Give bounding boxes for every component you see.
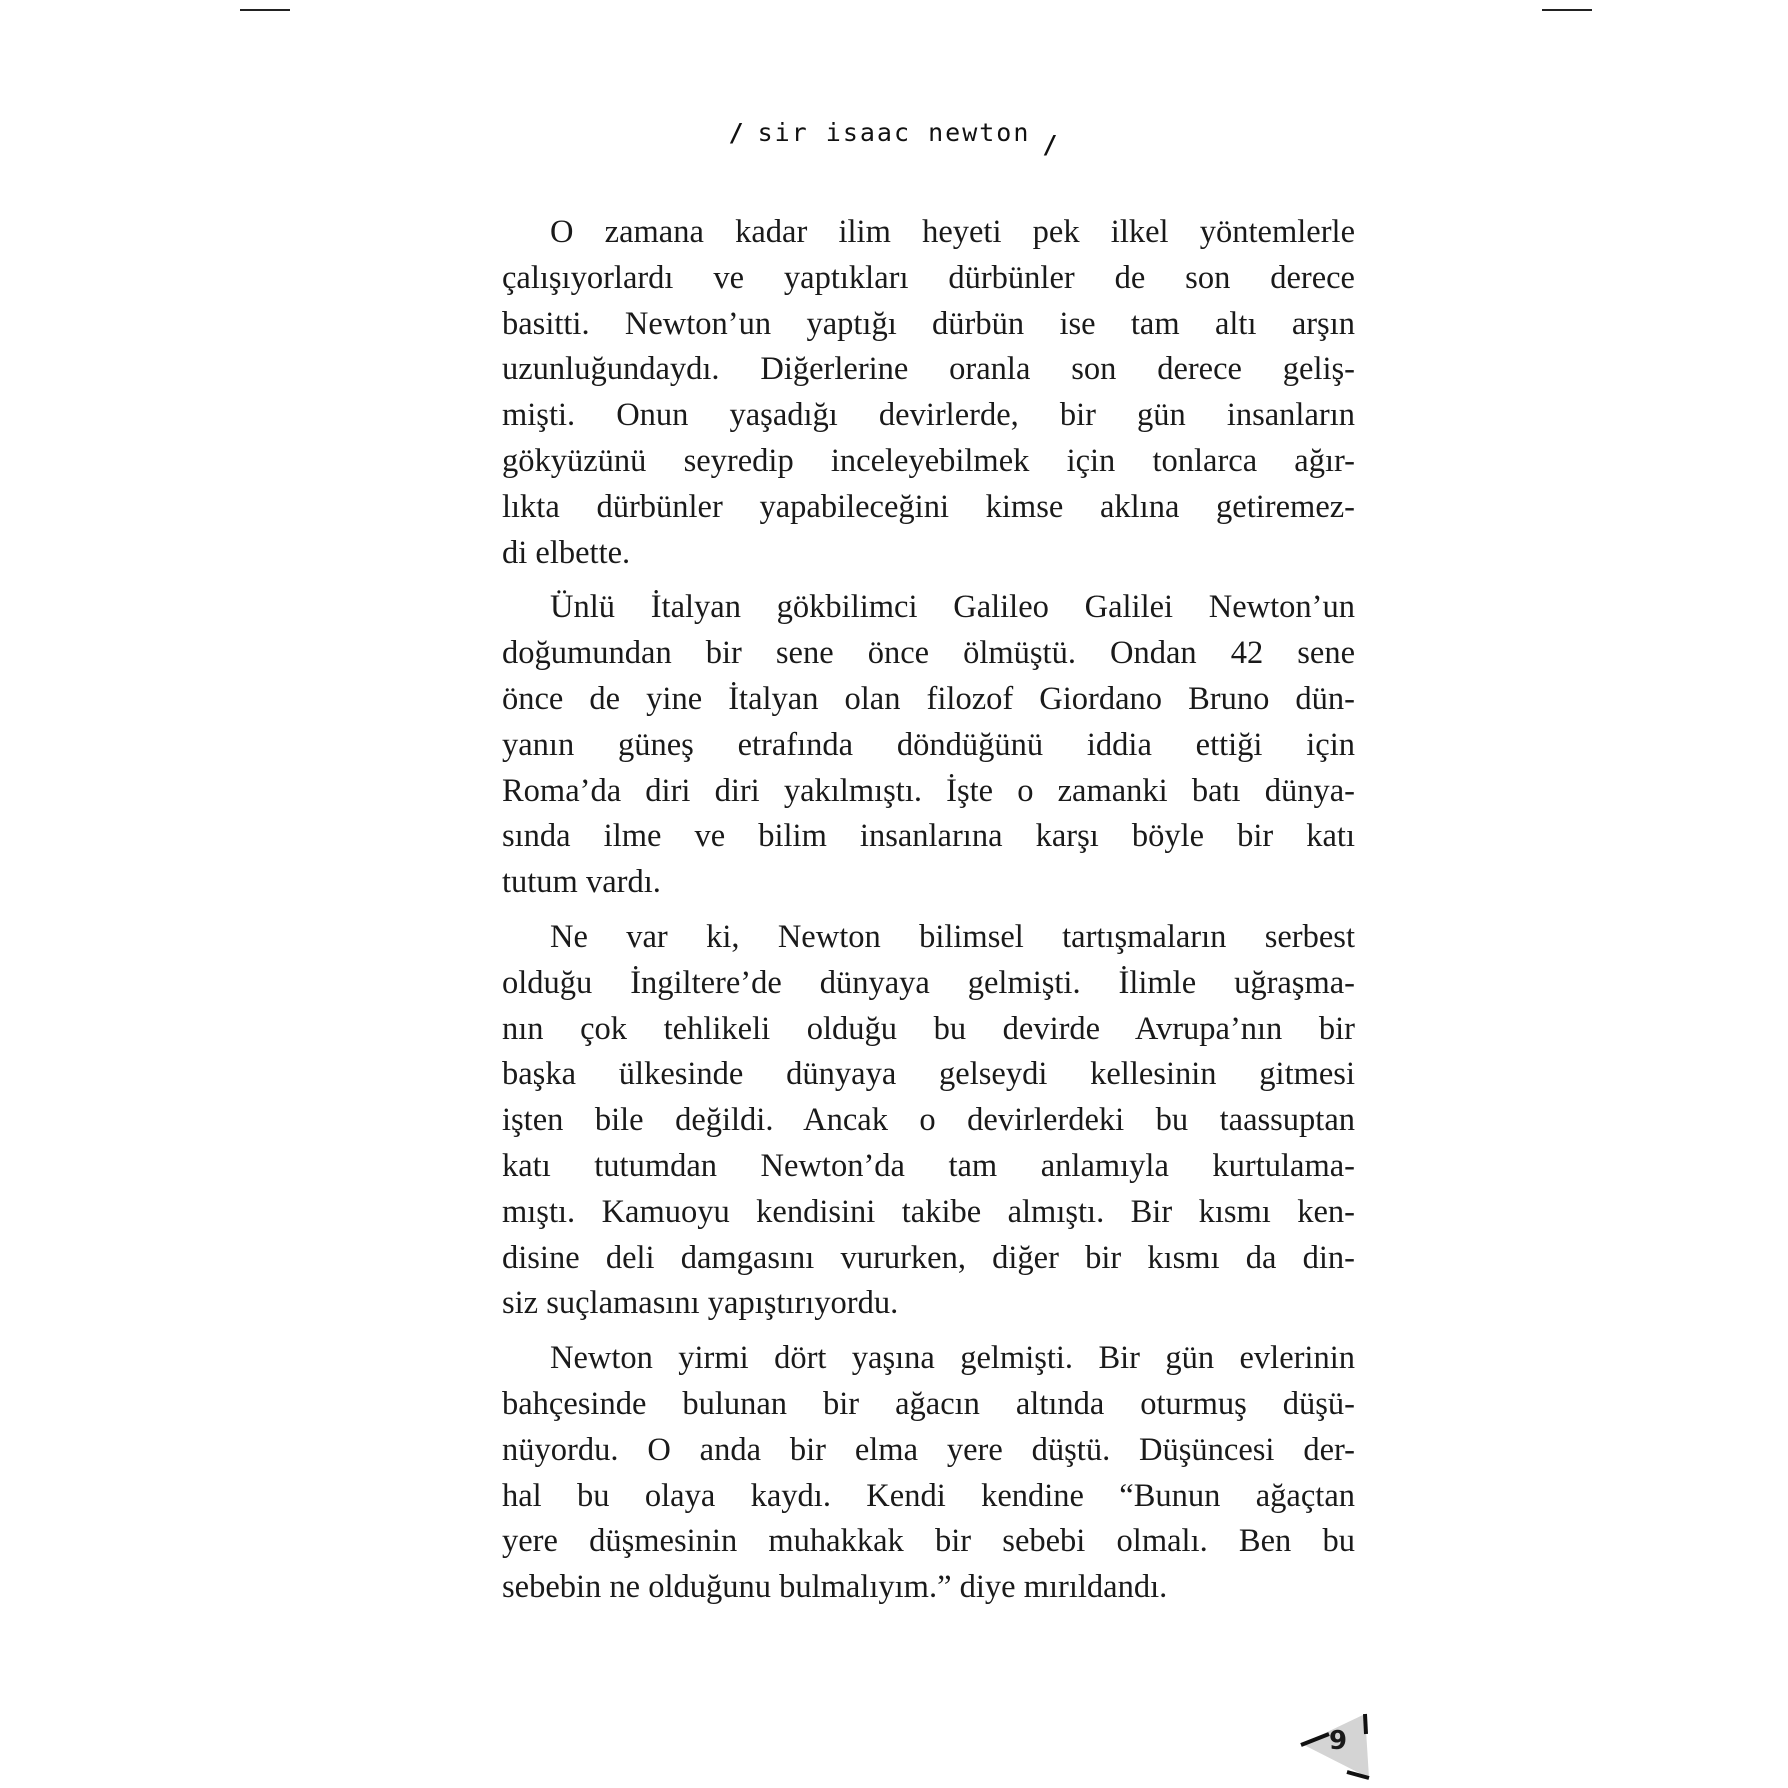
- paragraph: [502, 585, 1355, 906]
- text-line: Ünlü İtalyan gökbilimci Galileo Galilei Newton’un: [550, 589, 1355, 626]
- paragraph: [502, 1336, 1355, 1611]
- body-text: [502, 210, 1355, 1620]
- text-line: mıştı. Kamuoyu kendisini takibe almıştı. Bir kısmı ken-: [502, 1193, 1355, 1230]
- running-title: sir isaac newton: [757, 118, 1031, 147]
- text-line: siz suçlamasını yapıştırıyordu.: [502, 1285, 899, 1322]
- text-line: bahçesinde bulunan bir ağacın altında oturmuş düşü-: [502, 1385, 1355, 1422]
- text-line: başka ülkesinde dünyaya gelseydi kellesinin gitmesi: [502, 1056, 1355, 1093]
- text-line: çalışıyorlardı ve yaptıkları dürbünler de son derece: [502, 259, 1355, 296]
- text-line: sebebin ne olduğunu bulmalıyım.” diye mırıldandı.: [502, 1569, 1168, 1606]
- text-line: disine deli damgasını vururken, diğer bir kısmı da din-: [502, 1239, 1355, 1276]
- paragraph: [502, 210, 1355, 576]
- text-line: lıkta dürbünler yapabileceğini kimse aklına getiremez-: [502, 488, 1355, 525]
- text-line: basitti. Newton’un yaptığı dürbün ise tam altı arşın: [502, 305, 1355, 342]
- text-line: tutum vardı.: [502, 864, 661, 901]
- text-line: Newton yirmi dört yaşına gelmişti. Bir gün evlerinin: [550, 1340, 1355, 1377]
- paragraph: [502, 915, 1355, 1327]
- text-line: Roma’da diri diri yakılmıştı. İşte o zamanki batı dünya-: [502, 772, 1355, 809]
- text-line: yanın güneş etrafında döndüğünü iddia ettiği için: [502, 726, 1355, 763]
- text-line: sında ilme ve bilim insanlarına karşı böyle bir katı: [502, 818, 1355, 855]
- text-line: di elbette.: [502, 534, 631, 571]
- crop-mark-left: [240, 9, 290, 11]
- page-number: 9: [1329, 1726, 1348, 1756]
- text-line: önce de yine İtalyan olan filozof Giordano Bruno dün-: [502, 680, 1355, 717]
- text-line: katı tutumdan Newton’da tam anlamıyla kurtulama-: [502, 1147, 1355, 1184]
- text-line: nın çok tehlikeli olduğu bu devirde Avrupa’nın bir: [502, 1010, 1355, 1047]
- text-line: hal bu olaya kaydı. Kendi kendine “Bunun ağaçtan: [502, 1477, 1355, 1514]
- text-line: O zamana kadar ilim heyeti pek ilkel yöntemlerle: [550, 214, 1355, 250]
- slash-decoration: /: [728, 118, 746, 147]
- text-line: olduğu İngiltere’de dünyaya gelmişti. İlimle uğraşma-: [502, 964, 1355, 1001]
- slash-decoration: /: [1042, 130, 1060, 159]
- text-line: gökyüzünü seyredip inceleyebilmek için tonlarca ağır-: [502, 442, 1355, 479]
- crop-mark-right: [1542, 9, 1592, 11]
- text-line: yere düşmesinin muhakkak bir sebebi olmalı. Ben bu: [502, 1523, 1355, 1560]
- text-line: nüyordu. O anda bir elma yere düştü. Düşüncesi der-: [502, 1431, 1355, 1468]
- text-line: doğumundan bir sene önce ölmüştü. Ondan 42 sene: [502, 635, 1355, 672]
- running-header: [0, 118, 1788, 159]
- page-number-badge: [1297, 1712, 1372, 1780]
- text-line: işten bile değildi. Ancak o devirlerdeki bu taassuptan: [502, 1102, 1355, 1139]
- text-line: Ne var ki, Newton bilimsel tartışmaların serbest: [550, 918, 1355, 955]
- text-line: mişti. Onun yaşadığı devirlerde, bir gün insanların: [502, 397, 1355, 434]
- text-line: uzunluğundaydı. Diğerlerine oranla son derece geliş-: [502, 351, 1355, 388]
